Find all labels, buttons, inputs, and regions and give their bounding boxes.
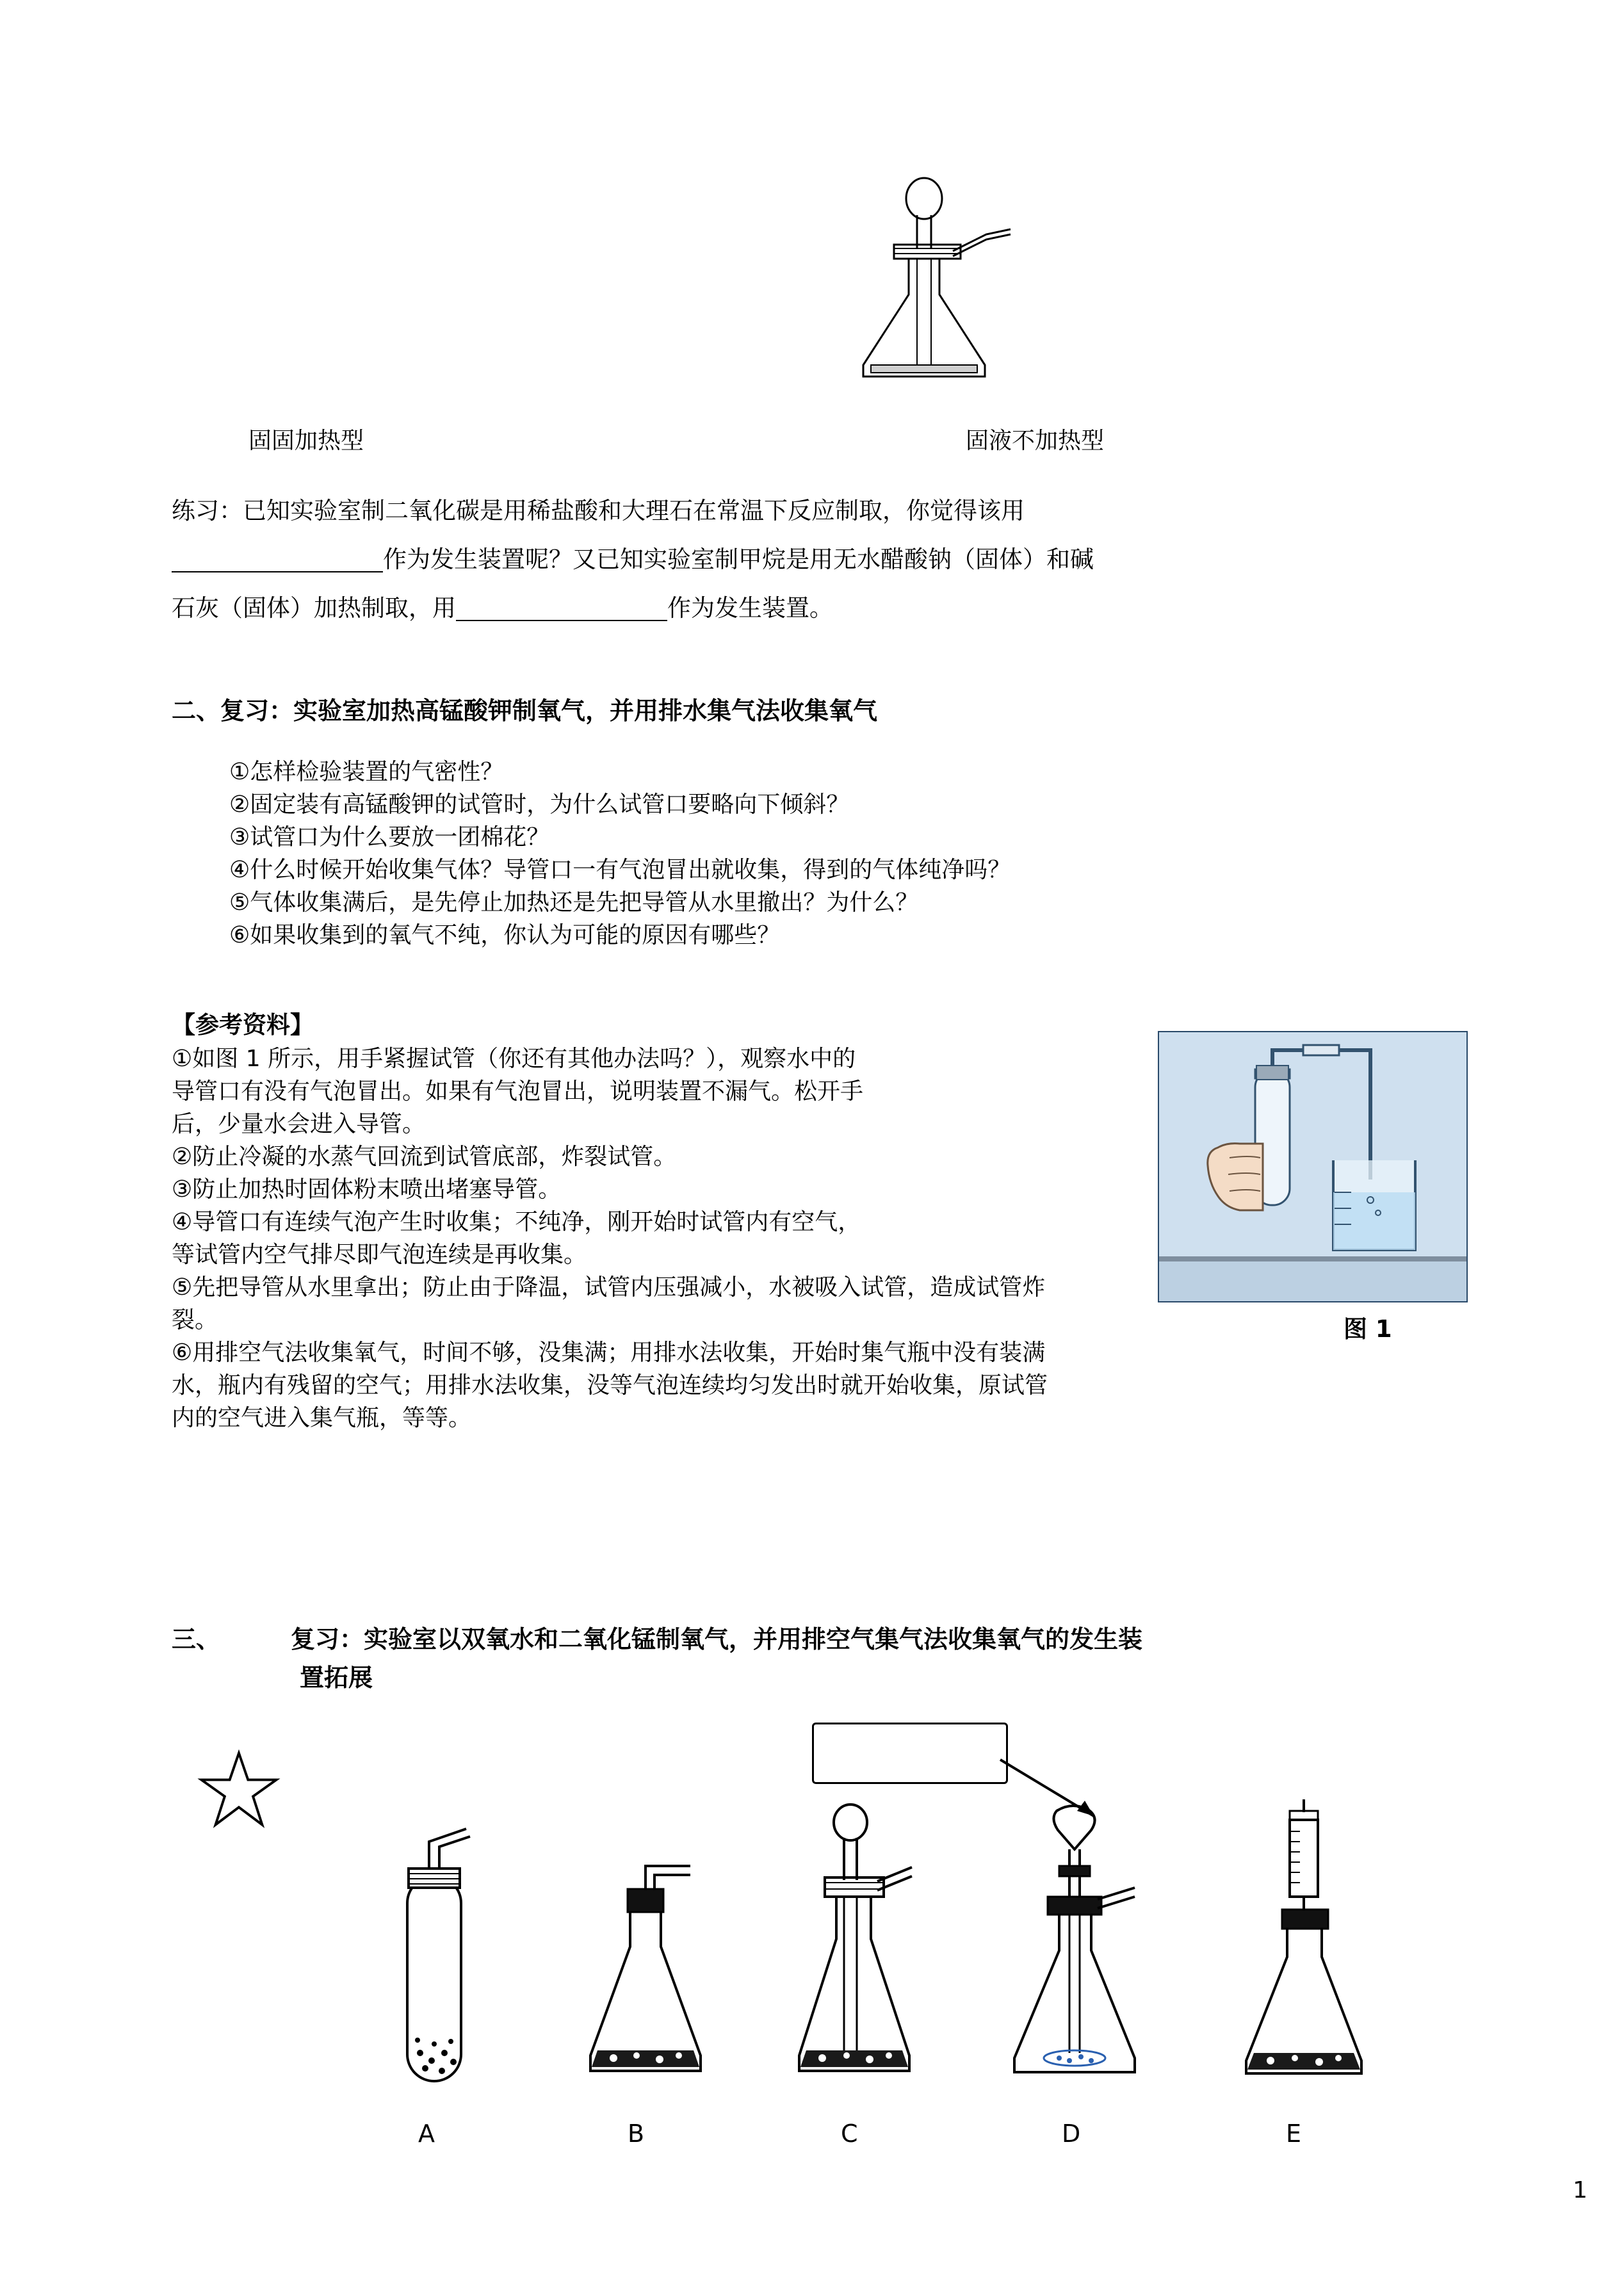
practice-line-2: 作为发生装置呢？又已知实验室制甲烷是用无水醋酸钠（固体）和碱 bbox=[383, 546, 1094, 573]
question-item: ④什么时候开始收集气体？导管口一有气泡冒出就收集，得到的气体纯净吗？ bbox=[229, 857, 1011, 883]
section-three-line-1: 复习：实验室以双氧水和二氧化锰制氧气，并用排空气集气法收集氧气的发生装 bbox=[291, 1625, 1143, 1653]
device-label-a: A bbox=[418, 2120, 435, 2148]
page-content bbox=[172, 0, 1587, 2295]
conical-flask-with-thistle-funnel-icon bbox=[825, 173, 1081, 429]
reference-material-title: 【参考资料】 bbox=[172, 1011, 314, 1039]
device-a-test-tube[interactable] bbox=[357, 1799, 511, 2100]
section-two-heading: 二、复习：实验室加热高锰酸钾制氧气，并用排水集气法收集氧气 bbox=[172, 697, 878, 725]
device-options-figure-row bbox=[172, 1716, 1478, 2152]
reference-line: 水，瓶内有残留的空气；用排水法收集，没等气泡连续均匀发出时就开始收集，原试管 bbox=[172, 1372, 1048, 1399]
device-d-flask-with-separating-funnel[interactable] bbox=[998, 1799, 1151, 2100]
section-two-question-list bbox=[229, 756, 1446, 952]
star-icon bbox=[197, 1748, 280, 1831]
callout-label-box[interactable] bbox=[812, 1723, 1008, 1784]
section-three-number: 三、 bbox=[172, 1625, 221, 1653]
figure-1-airtightness-test-image bbox=[1158, 1031, 1468, 1302]
device-e-flask-with-syringe[interactable] bbox=[1228, 1799, 1382, 2100]
question-item: ⑤气体收集满后，是先停止加热还是先把导管从水里撤出？为什么？ bbox=[229, 889, 919, 916]
question-item: ⑥如果收集到的氧气不纯，你认为可能的原因有哪些？ bbox=[229, 922, 781, 948]
reference-line: 导管口有没有气泡冒出。如果有气泡冒出，说明装置不漏气。松开手 bbox=[172, 1078, 864, 1105]
section-three-heading bbox=[172, 1620, 1459, 1697]
reference-line: ③防止加热时固体粉末喷出堵塞导管。 bbox=[172, 1176, 562, 1203]
reference-line: ①如图 1 所示，用手紧握试管（你还有其他办法吗？），观察水中的 bbox=[172, 1046, 856, 1072]
question-item: ③试管口为什么要放一团棉花？ bbox=[229, 824, 550, 850]
device-label-d: D bbox=[1062, 2120, 1081, 2148]
reference-line: 裂。 bbox=[172, 1307, 218, 1333]
practice-paragraph bbox=[172, 487, 1459, 633]
section-three-line-2: 置拓展 bbox=[300, 1664, 373, 1692]
device-letter-labels bbox=[172, 2120, 1478, 2158]
reference-line: 后，少量水会进入导管。 bbox=[172, 1111, 426, 1137]
device-label-e: E bbox=[1286, 2120, 1302, 2148]
reference-line: ⑤先把导管从水里拿出；防止由于降温，试管内压强减小，水被吸入试管，造成试管炸 bbox=[172, 1274, 1046, 1301]
figure-1-caption: 图 1 bbox=[1344, 1315, 1392, 1343]
device-label-c: C bbox=[841, 2120, 858, 2148]
figure-label-solid-liquid-no-heating: 固液不加热型 bbox=[966, 428, 1105, 454]
question-item: ①怎样检验装置的气密性？ bbox=[229, 759, 504, 785]
reference-line: ②防止冷凝的水蒸气回流到试管底部，炸裂试管。 bbox=[172, 1144, 677, 1170]
figure-label-solid-solid-heating: 固固加热型 bbox=[248, 428, 364, 454]
page-number: 1 bbox=[1573, 2177, 1587, 2203]
top-apparatus-figure-row bbox=[172, 173, 1478, 455]
reference-line: ⑥用排空气法收集氧气，时间不够，没集满；用排水法收集，开始时集气瓶中没有装满 bbox=[172, 1340, 1046, 1366]
practice-line-1: 练习：已知实验室制二氧化碳是用稀盐酸和大理石在常温下反应制取，你觉得该用 bbox=[172, 497, 1025, 524]
reference-material-body bbox=[172, 1042, 1318, 1434]
practice-line-3b: 作为发生装置。 bbox=[667, 594, 833, 622]
question-item: ②固定装有高锰酸钾的试管时，为什么试管口要略向下倾斜？ bbox=[229, 791, 850, 818]
reference-line: 内的空气进入集气瓶，等等。 bbox=[172, 1405, 472, 1431]
airtightness-test-illustration bbox=[1159, 1032, 1466, 1301]
reference-line: 等试管内空气排尽即气泡连续是再收集。 bbox=[172, 1242, 587, 1268]
practice-line-3a: 石灰（固体）加热制取，用 bbox=[172, 594, 456, 622]
fill-blank-1[interactable] bbox=[172, 544, 383, 572]
device-c-flask-with-thistle-funnel[interactable] bbox=[780, 1799, 934, 2100]
reference-line: ④导管口有连续气泡产生时收集；不纯净，刚开始时试管内有空气， bbox=[172, 1209, 861, 1235]
device-b-conical-flask[interactable] bbox=[569, 1799, 722, 2100]
device-label-b: B bbox=[628, 2120, 645, 2148]
fill-blank-2[interactable] bbox=[456, 593, 667, 621]
